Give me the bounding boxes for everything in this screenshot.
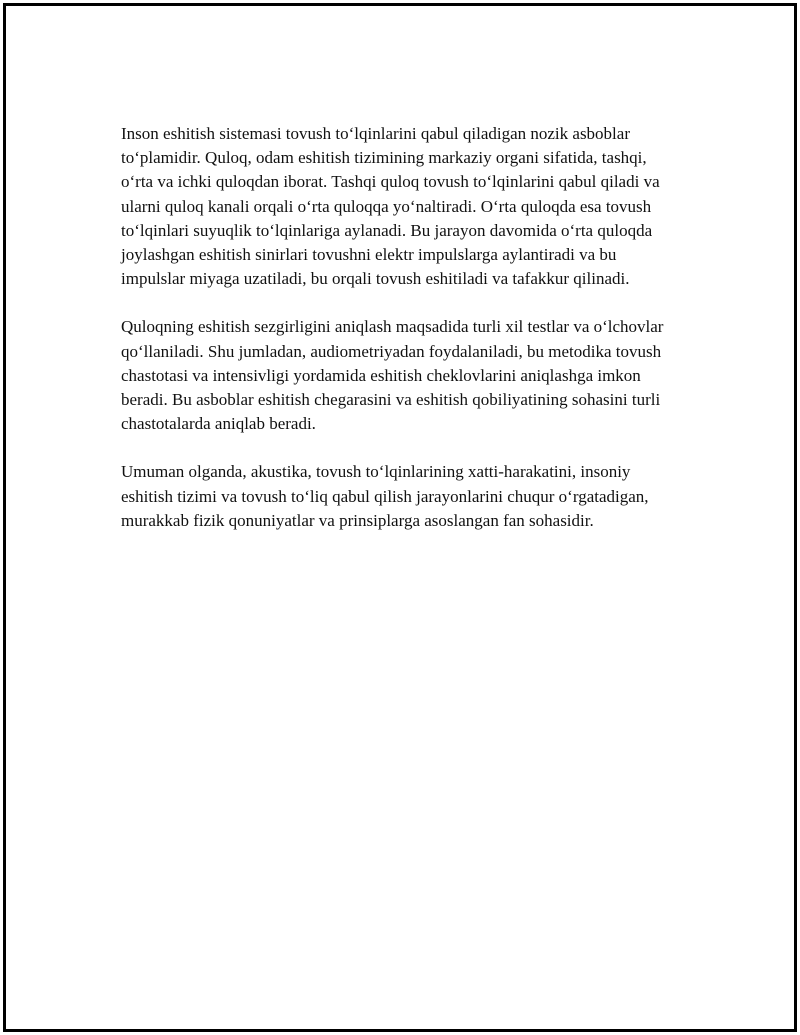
paragraph-1: Inson eshitish sistemasi tovush to‘lqinlarini qabul qiladigan nozik asboblar to‘plamidir. Quloq, odam eshitish tizimining markaziy organi sifatida, tashqi, o‘rta va ichki quloqdan iborat. Tashqi quloq tovush to‘lqinlarini qabul qiladi va ularni quloq kanali orqali o‘rta quloqqa yo‘naltiradi. O‘rta quloqda esa tovush to‘lqinlari suyuqlik to‘lqinlariga aylanadi. Bu jarayon davomida o‘rta quloqda joylashgan eshitish sinirlari tovushni elektr impulslarga aylantiradi va bu impulslar miyaga uzatiladi, bu orqali tovush eshitiladi va tafakkur qilinadi.: [121, 124, 660, 289]
paragraph-2: Quloqning eshitish sezgirligini aniqlash maqsadida turli xil testlar va o‘lchovlar qo‘llaniladi. Shu jumladan, audiometriyadan foydalaniladi, bu metodika tovush chastotasi va intensivligi yordamida eshitish cheklovlarini aniqlashga imkon beradi. Bu asboblar eshitish chegarasini va eshitish qobiliyatining sohasini turli chastotalarda aniqlab beradi.: [121, 317, 664, 434]
paragraph-3: Umuman olganda, akustika, tovush to‘lqinlarining xatti-harakatini, insoniy eshitish tizimi va tovush to‘liq qabul qilish jarayonlarini chuqur o‘rgatadigan, murakkab fizik qonuniyatlar va prinsiplarga asoslangan fan sohasidir.: [121, 462, 649, 530]
document-body: [121, 122, 681, 533]
document-page: [3, 3, 797, 1032]
